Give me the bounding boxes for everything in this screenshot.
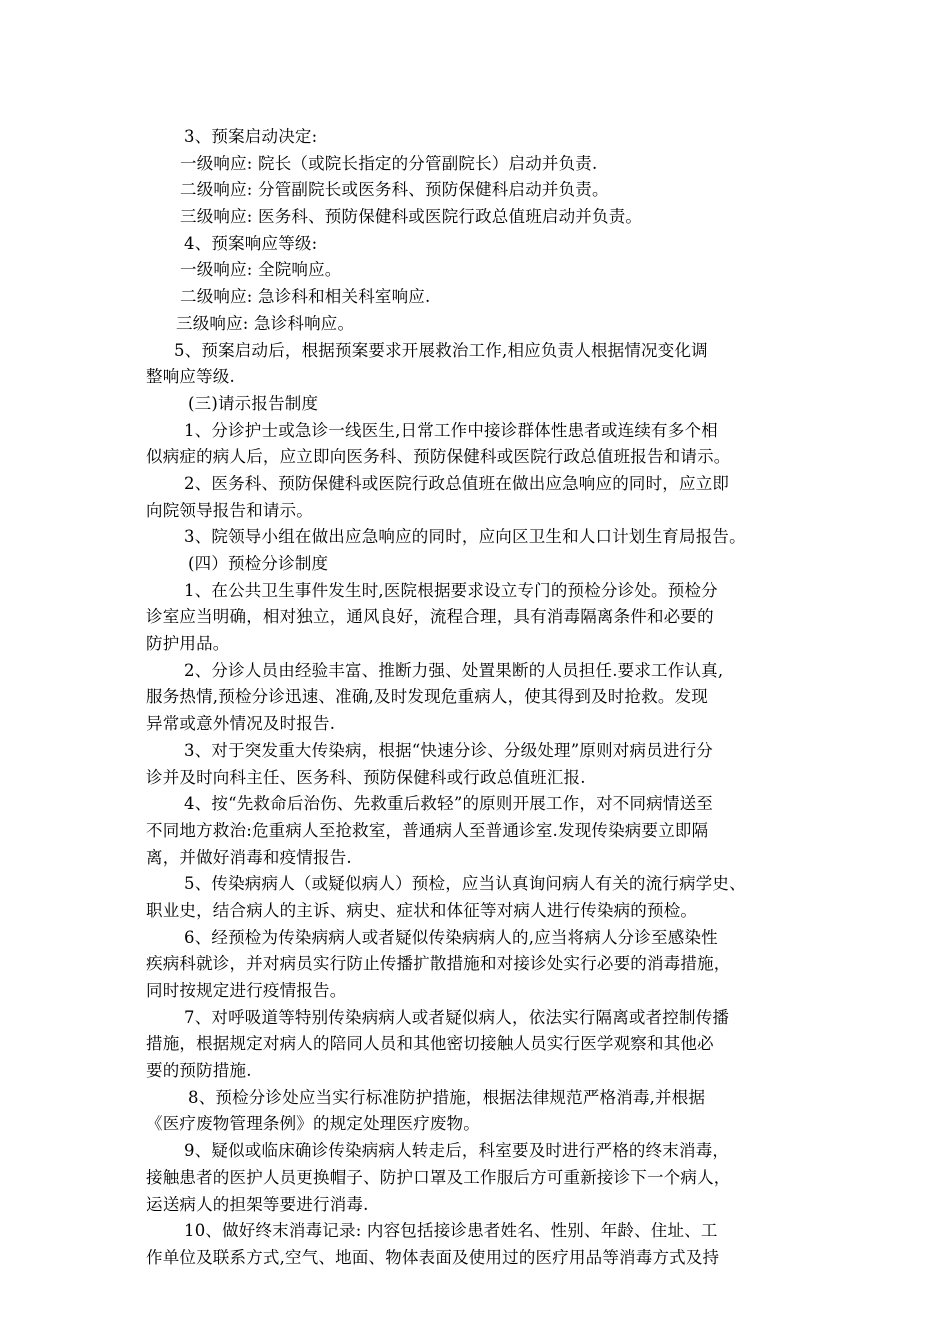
text-line: 防护用品。 (146, 634, 230, 654)
text-line: 运送病人的担架等要进行消毒. (146, 1194, 369, 1214)
text-line: 2、医务科、预防保健科或医院行政总值班在做出应急响应的同时，应立即 (184, 473, 730, 493)
text-line: 三级响应: 医务科、预防保健科或医院行政总值班启动并负责。 (180, 207, 643, 227)
text-line: 作单位及联系方式,空气、地面、物体表面及使用过的医疗用品等消毒方式及持 (146, 1247, 720, 1267)
text-line: 3、院领导小组在做出应急响应的同时，应向区卫生和人口计划生育局报告。 (184, 527, 746, 547)
text-line: (三)请示报告制度 (188, 393, 319, 413)
text-line: 似病症的病人后，应立即向医务科、预防保健科或医院行政总值班报告和请示。 (146, 447, 731, 467)
text-line: 不同地方救治:危重病人至抢救室，普通病人至普通诊室.发现传染病要立即隔 (146, 820, 709, 840)
text-line: 要的预防措施. (146, 1061, 252, 1081)
text-line: 1、分诊护士或急诊一线医生,日常工作中接诊群体性患者或连续有多个相 (184, 420, 718, 440)
text-line: 一级响应: 全院响应。 (180, 260, 342, 280)
text-line: 措施，根据规定对病人的陪同人员和其他密切接触人员实行医学观察和其他必 (146, 1034, 714, 1054)
text-line: 疾病科就诊，并对病员实行防止传播扩散措施和对接诊处实行必要的消毒措施， (146, 954, 731, 974)
text-line: 诊室应当明确，相对独立，通风良好，流程合理，具有消毒隔离条件和必要的 (146, 607, 714, 627)
text-line: 3、对于突发重大传染病，根据“快速分诊、分级处理”原则对病员进行分 (184, 740, 713, 760)
text-line: 1、在公共卫生事件发生时,医院根据要求设立专门的预检分诊处。预检分 (184, 580, 718, 600)
text-line: 4、按“先救命后治伤、先救重后救轻”的原则开展工作，对不同病情送至 (184, 794, 713, 814)
text-line: 《医疗废物管理条例》的规定处理医疗废物。 (146, 1114, 480, 1134)
text-line: 5、预案启动后，根据预案要求开展救治工作,相应负责人根据情况变化调 (174, 340, 708, 360)
text-line: 三级响应: 急诊科响应。 (176, 313, 355, 333)
text-line: 离，并做好消毒和疫情报告. (146, 847, 352, 867)
text-line: 3、预案启动决定: (184, 127, 318, 146)
text-line: 二级响应: 急诊科和相关科室响应. (180, 287, 431, 307)
text-line: 整响应等级. (146, 367, 235, 387)
text-line: 8、预检分诊处应当实行标准防护措施，根据法律规范严格消毒,并根据 (188, 1087, 706, 1107)
text-line: (四）预检分诊制度 (188, 554, 329, 573)
text-line: 7、对呼吸道等特别传染病病人或者疑似病人，依法实行隔离或者控制传播 (184, 1007, 730, 1027)
text-line: 服务热情,预检分诊迅速、准确,及时发现危重病人，使其得到及时抢救。发现 (146, 687, 708, 707)
text-line: 6、经预检为传染病病人或者疑似传染病病人的,应当将病人分诊至感染性 (184, 927, 718, 947)
text-line: 接触患者的医护人员更换帽子、防护口罩及工作服后方可重新接诊下一个病人， (146, 1167, 731, 1187)
text-line: 5、传染病病人（或疑似病人）预检，应当认真询问病人有关的流行病学史、 (184, 874, 746, 894)
text-line: 诊并及时向科主任、医务科、预防保健科或行政总值班汇报. (146, 767, 586, 787)
text-line: 4、预案响应等级: (184, 233, 318, 253)
text-line: 职业史，结合病人的主诉、病史、症状和体征等对病人进行传染病的预检。 (146, 900, 698, 920)
text-line: 同时按规定进行疫情报告。 (146, 981, 347, 1000)
text-line: 一级响应: 院长（或院长指定的分管副院长）启动并负责. (180, 153, 598, 173)
document-body (146, 124, 818, 1272)
text-line: 向院领导报告和请示。 (146, 500, 313, 520)
text-line: 二级响应: 分管副院长或医务科、预防保健科启动并负责。 (180, 180, 609, 200)
text-line: 10、做好终末消毒记录: 内容包括接诊患者姓名、性别、年龄、住址、工 (184, 1221, 718, 1241)
text-line: 异常或意外情况及时报告. (146, 714, 336, 734)
text-line: 2、分诊人员由经验丰富、推断力强、处置果断的人员担任.要求工作认真, (184, 660, 724, 680)
text-line: 9、疑似或临床确诊传染病病人转走后，科室要及时进行严格的终末消毒， (184, 1141, 730, 1161)
